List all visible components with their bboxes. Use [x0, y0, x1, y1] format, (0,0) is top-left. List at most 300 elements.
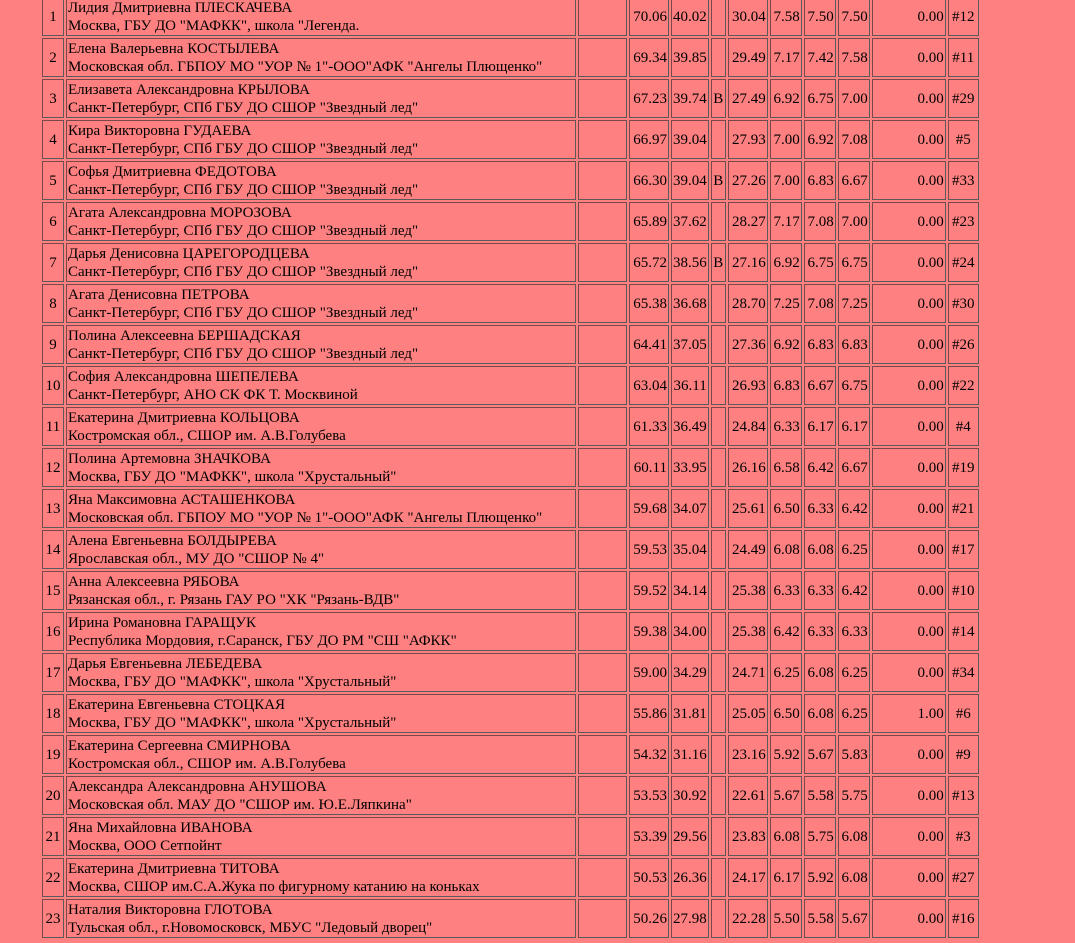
skater-cell — [66, 489, 576, 528]
component-3-cell: 6.33 — [838, 612, 870, 651]
skater-club: Москва, ООО Сетпойнт — [68, 837, 222, 854]
technical-score-cell: 26.36 — [671, 858, 709, 897]
skater-name: Полина Артемовна ЗНАЧКОВА — [68, 450, 271, 467]
flag-cell — [711, 38, 726, 77]
flag-cell — [711, 120, 726, 159]
component-2-cell: 7.42 — [804, 38, 836, 77]
total-score-cell: 53.39 — [629, 817, 669, 856]
table-row — [42, 407, 979, 446]
skater-club: Санкт-Петербург, СПб ГБУ ДО СШОР "Звездный лед" — [68, 222, 419, 239]
component-score-cell: 23.16 — [728, 735, 768, 774]
component-2-cell: 6.75 — [804, 243, 836, 282]
skater-cell — [66, 612, 576, 651]
technical-score-cell: 40.02 — [671, 0, 709, 36]
deductions-cell: 0.00 — [872, 735, 946, 774]
skater-club: Санкт-Петербург, СПб ГБУ ДО СШОР "Звездный лед" — [68, 99, 419, 116]
table-row — [42, 79, 979, 118]
deductions-cell: 0.00 — [872, 653, 946, 692]
component-1-cell: 6.17 — [770, 858, 802, 897]
component-1-cell: 6.42 — [770, 612, 802, 651]
place-cell: 9 — [42, 325, 64, 364]
flag-cell — [711, 612, 726, 651]
skater-cell — [66, 202, 576, 241]
total-score-cell: 65.38 — [629, 284, 669, 323]
component-3-cell: 5.75 — [838, 776, 870, 815]
component-score-cell: 22.61 — [728, 776, 768, 815]
component-score-cell: 25.38 — [728, 612, 768, 651]
place-cell: 21 — [42, 817, 64, 856]
total-score-cell: 55.86 — [629, 694, 669, 733]
component-2-cell: 6.83 — [804, 325, 836, 364]
skater-club: Санкт-Петербург, АНО СК ФК Т. Москвиной — [68, 386, 358, 403]
flag-cell — [711, 694, 726, 733]
place-cell: 23 — [42, 899, 64, 938]
table-row — [42, 817, 979, 856]
empty-cell — [578, 366, 627, 405]
skater-cell — [66, 407, 576, 446]
start-number-cell: #5 — [948, 120, 979, 159]
component-1-cell: 5.92 — [770, 735, 802, 774]
skater-cell — [66, 448, 576, 487]
component-1-cell: 6.83 — [770, 366, 802, 405]
component-score-cell: 25.05 — [728, 694, 768, 733]
table-row — [42, 448, 979, 487]
table-row — [42, 489, 979, 528]
empty-cell — [578, 161, 627, 200]
deductions-cell: 0.00 — [872, 325, 946, 364]
total-score-cell: 61.33 — [629, 407, 669, 446]
deductions-cell: 0.00 — [872, 161, 946, 200]
deductions-cell: 0.00 — [872, 243, 946, 282]
total-score-cell: 59.00 — [629, 653, 669, 692]
place-cell: 19 — [42, 735, 64, 774]
total-score-cell: 60.11 — [629, 448, 669, 487]
component-1-cell: 7.17 — [770, 38, 802, 77]
skater-club: Ярославская обл., МУ ДО "СШОР № 4" — [68, 550, 325, 567]
start-number-cell: #22 — [948, 366, 979, 405]
table-row — [42, 694, 979, 733]
skater-club: Санкт-Петербург, СПб ГБУ ДО СШОР "Звездный лед" — [68, 345, 419, 362]
deductions-cell: 0.00 — [872, 407, 946, 446]
total-score-cell: 59.53 — [629, 530, 669, 569]
component-3-cell: 6.83 — [838, 325, 870, 364]
table-row — [42, 899, 979, 938]
empty-cell — [578, 571, 627, 610]
technical-score-cell: 31.16 — [671, 735, 709, 774]
results-table — [40, 0, 981, 940]
skater-name: Анна Алексеевна РЯБОВА — [68, 573, 240, 590]
start-number-cell: #21 — [948, 489, 979, 528]
skater-club: Рязанская обл., г. Рязань ГАУ РО "ХК "Рязань-ВДВ" — [68, 591, 400, 608]
skater-name: Яна Михайловна ИВАНОВА — [68, 819, 253, 836]
start-number-cell: #14 — [948, 612, 979, 651]
component-1-cell: 6.92 — [770, 325, 802, 364]
empty-cell — [578, 735, 627, 774]
component-score-cell: 22.28 — [728, 899, 768, 938]
place-cell: 15 — [42, 571, 64, 610]
skater-club: Санкт-Петербург, СПб ГБУ ДО СШОР "Звездный лед" — [68, 304, 419, 321]
deductions-cell: 0.00 — [872, 284, 946, 323]
table-row — [42, 243, 979, 282]
start-number-cell: #29 — [948, 79, 979, 118]
component-3-cell: 6.25 — [838, 653, 870, 692]
start-number-cell: #30 — [948, 284, 979, 323]
place-cell: 5 — [42, 161, 64, 200]
component-1-cell: 6.58 — [770, 448, 802, 487]
technical-score-cell: 36.49 — [671, 407, 709, 446]
component-score-cell: 28.27 — [728, 202, 768, 241]
component-score-cell: 23.83 — [728, 817, 768, 856]
empty-cell — [578, 858, 627, 897]
place-cell: 7 — [42, 243, 64, 282]
skater-cell — [66, 366, 576, 405]
component-2-cell: 6.75 — [804, 79, 836, 118]
technical-score-cell: 38.56 — [671, 243, 709, 282]
component-1-cell: 7.00 — [770, 120, 802, 159]
skater-cell — [66, 530, 576, 569]
total-score-cell: 69.34 — [629, 38, 669, 77]
component-3-cell: 6.75 — [838, 366, 870, 405]
skater-name: Лидия Дмитриевна ПЛЕСКАЧЕВА — [68, 0, 293, 16]
empty-cell — [578, 243, 627, 282]
skater-name: Екатерина Дмитриевна ТИТОВА — [68, 860, 280, 877]
component-score-cell: 25.38 — [728, 571, 768, 610]
deductions-cell: 0.00 — [872, 858, 946, 897]
component-1-cell: 6.50 — [770, 694, 802, 733]
start-number-cell: #3 — [948, 817, 979, 856]
technical-score-cell: 36.11 — [671, 366, 709, 405]
skater-cell — [66, 653, 576, 692]
start-number-cell: #26 — [948, 325, 979, 364]
technical-score-cell: 39.85 — [671, 38, 709, 77]
deductions-cell: 0.00 — [872, 120, 946, 159]
start-number-cell: #33 — [948, 161, 979, 200]
component-score-cell: 26.16 — [728, 448, 768, 487]
component-score-cell: 27.16 — [728, 243, 768, 282]
total-score-cell: 66.97 — [629, 120, 669, 159]
table-row — [42, 612, 979, 651]
start-number-cell: #27 — [948, 858, 979, 897]
skater-club: Костромская обл., СШОР им. А.В.Голубева — [68, 755, 346, 772]
technical-score-cell: 33.95 — [671, 448, 709, 487]
flag-cell: B — [711, 243, 726, 282]
table-row — [42, 202, 979, 241]
table-row — [42, 0, 979, 36]
component-2-cell: 6.33 — [804, 489, 836, 528]
skater-cell — [66, 120, 576, 159]
component-1-cell: 7.17 — [770, 202, 802, 241]
skater-cell — [66, 817, 576, 856]
empty-cell — [578, 489, 627, 528]
technical-score-cell: 35.04 — [671, 530, 709, 569]
component-2-cell: 6.08 — [804, 530, 836, 569]
flag-cell — [711, 776, 726, 815]
start-number-cell: #4 — [948, 407, 979, 446]
component-3-cell: 6.67 — [838, 161, 870, 200]
component-score-cell: 27.93 — [728, 120, 768, 159]
technical-score-cell: 31.81 — [671, 694, 709, 733]
component-score-cell: 29.49 — [728, 38, 768, 77]
skater-name: Ирина Романовна ГАРАЩУК — [68, 614, 256, 631]
component-score-cell: 27.26 — [728, 161, 768, 200]
table-row — [42, 120, 979, 159]
empty-cell — [578, 284, 627, 323]
skater-cell — [66, 38, 576, 77]
component-3-cell: 5.83 — [838, 735, 870, 774]
component-3-cell: 7.00 — [838, 202, 870, 241]
place-cell: 6 — [42, 202, 64, 241]
flag-cell — [711, 284, 726, 323]
component-2-cell: 5.75 — [804, 817, 836, 856]
flag-cell — [711, 817, 726, 856]
deductions-cell: 1.00 — [872, 694, 946, 733]
skater-name: Дарья Евгеньевна ЛЕБЕДЕВА — [68, 655, 263, 672]
component-3-cell: 6.67 — [838, 448, 870, 487]
skater-cell — [66, 735, 576, 774]
skater-club: Костромская обл., СШОР им. А.В.Голубева — [68, 427, 346, 444]
flag-cell — [711, 407, 726, 446]
skater-club: Республика Мордовия, г.Саранск, ГБУ ДО РМ "СШ "АФКК" — [68, 632, 457, 649]
empty-cell — [578, 325, 627, 364]
component-3-cell: 6.08 — [838, 858, 870, 897]
deductions-cell: 0.00 — [872, 571, 946, 610]
empty-cell — [578, 653, 627, 692]
component-3-cell: 7.25 — [838, 284, 870, 323]
component-1-cell: 6.08 — [770, 530, 802, 569]
skater-cell — [66, 243, 576, 282]
component-1-cell: 6.92 — [770, 79, 802, 118]
skater-name: Агата Александровна МОРОЗОВА — [68, 204, 292, 221]
start-number-cell: #23 — [948, 202, 979, 241]
component-1-cell: 6.08 — [770, 817, 802, 856]
skater-cell — [66, 899, 576, 938]
place-cell: 18 — [42, 694, 64, 733]
start-number-cell: #6 — [948, 694, 979, 733]
technical-score-cell: 29.56 — [671, 817, 709, 856]
place-cell: 16 — [42, 612, 64, 651]
component-score-cell: 30.04 — [728, 0, 768, 36]
empty-cell — [578, 694, 627, 733]
technical-score-cell: 34.29 — [671, 653, 709, 692]
table-row — [42, 776, 979, 815]
empty-cell — [578, 79, 627, 118]
skater-cell — [66, 79, 576, 118]
component-2-cell: 6.33 — [804, 612, 836, 651]
start-number-cell: #10 — [948, 571, 979, 610]
deductions-cell: 0.00 — [872, 448, 946, 487]
empty-cell — [578, 202, 627, 241]
skater-name: Екатерина Дмитриевна КОЛЬЦОВА — [68, 409, 300, 426]
component-3-cell: 6.25 — [838, 694, 870, 733]
component-1-cell: 6.33 — [770, 407, 802, 446]
component-score-cell: 24.71 — [728, 653, 768, 692]
component-3-cell: 7.58 — [838, 38, 870, 77]
component-2-cell: 5.67 — [804, 735, 836, 774]
table-row — [42, 735, 979, 774]
empty-cell — [578, 817, 627, 856]
total-score-cell: 67.23 — [629, 79, 669, 118]
component-1-cell: 5.50 — [770, 899, 802, 938]
component-1-cell: 6.25 — [770, 653, 802, 692]
skater-club: Санкт-Петербург, СПб ГБУ ДО СШОР "Звездный лед" — [68, 263, 419, 280]
flag-cell — [711, 489, 726, 528]
place-cell: 2 — [42, 38, 64, 77]
place-cell: 8 — [42, 284, 64, 323]
empty-cell — [578, 530, 627, 569]
skater-name: Кира Викторовна ГУДАЕВА — [68, 122, 252, 139]
deductions-cell: 0.00 — [872, 899, 946, 938]
start-number-cell: #34 — [948, 653, 979, 692]
flag-cell — [711, 735, 726, 774]
start-number-cell: #12 — [948, 0, 979, 36]
flag-cell: B — [711, 79, 726, 118]
component-score-cell: 26.93 — [728, 366, 768, 405]
results-table-container — [40, 0, 981, 940]
component-2-cell: 5.58 — [804, 899, 836, 938]
technical-score-cell: 37.05 — [671, 325, 709, 364]
component-2-cell: 6.17 — [804, 407, 836, 446]
place-cell: 11 — [42, 407, 64, 446]
place-cell: 22 — [42, 858, 64, 897]
empty-cell — [578, 776, 627, 815]
flag-cell — [711, 448, 726, 487]
total-score-cell: 65.72 — [629, 243, 669, 282]
flag-cell — [711, 653, 726, 692]
component-3-cell: 6.42 — [838, 489, 870, 528]
total-score-cell: 64.41 — [629, 325, 669, 364]
total-score-cell: 70.06 — [629, 0, 669, 36]
component-2-cell: 6.83 — [804, 161, 836, 200]
component-2-cell: 7.08 — [804, 202, 836, 241]
component-2-cell: 5.92 — [804, 858, 836, 897]
place-cell: 20 — [42, 776, 64, 815]
skater-cell — [66, 284, 576, 323]
total-score-cell: 59.38 — [629, 612, 669, 651]
table-row — [42, 858, 979, 897]
total-score-cell: 66.30 — [629, 161, 669, 200]
total-score-cell: 50.53 — [629, 858, 669, 897]
component-score-cell: 24.17 — [728, 858, 768, 897]
component-score-cell: 24.49 — [728, 530, 768, 569]
skater-club: Московская обл. ГБПОУ МО "УОР № 1"-ООО"АФК "Ангелы Плющенко" — [68, 58, 543, 75]
total-score-cell: 53.53 — [629, 776, 669, 815]
skater-name: Яна Максимовна АСТАШЕНКОВА — [68, 491, 296, 508]
technical-score-cell: 34.07 — [671, 489, 709, 528]
skater-cell — [66, 161, 576, 200]
flag-cell — [711, 571, 726, 610]
empty-cell — [578, 407, 627, 446]
start-number-cell: #16 — [948, 899, 979, 938]
place-cell: 12 — [42, 448, 64, 487]
component-2-cell: 7.50 — [804, 0, 836, 36]
deductions-cell: 0.00 — [872, 489, 946, 528]
empty-cell — [578, 899, 627, 938]
flag-cell — [711, 366, 726, 405]
component-1-cell: 6.50 — [770, 489, 802, 528]
skater-cell — [66, 694, 576, 733]
component-1-cell: 5.67 — [770, 776, 802, 815]
component-2-cell: 6.92 — [804, 120, 836, 159]
skater-name: Екатерина Евгеньевна СТОЦКАЯ — [68, 696, 286, 713]
component-3-cell: 6.08 — [838, 817, 870, 856]
empty-cell — [578, 120, 627, 159]
start-number-cell: #19 — [948, 448, 979, 487]
technical-score-cell: 30.92 — [671, 776, 709, 815]
start-number-cell: #9 — [948, 735, 979, 774]
place-cell: 17 — [42, 653, 64, 692]
place-cell: 3 — [42, 79, 64, 118]
skater-name: Александра Александровна АНУШОВА — [68, 778, 327, 795]
technical-score-cell: 39.04 — [671, 161, 709, 200]
component-score-cell: 25.61 — [728, 489, 768, 528]
total-score-cell: 50.26 — [629, 899, 669, 938]
component-1-cell: 6.33 — [770, 571, 802, 610]
component-1-cell: 7.00 — [770, 161, 802, 200]
technical-score-cell: 39.74 — [671, 79, 709, 118]
place-cell: 10 — [42, 366, 64, 405]
deductions-cell: 0.00 — [872, 817, 946, 856]
skater-cell — [66, 776, 576, 815]
skater-name: Елена Валерьевна КОСТЫЛЕВА — [68, 40, 280, 57]
skater-cell — [66, 325, 576, 364]
deductions-cell: 0.00 — [872, 612, 946, 651]
component-2-cell: 6.08 — [804, 653, 836, 692]
skater-cell — [66, 858, 576, 897]
flag-cell — [711, 325, 726, 364]
technical-score-cell: 36.68 — [671, 284, 709, 323]
flag-cell — [711, 858, 726, 897]
component-2-cell: 7.08 — [804, 284, 836, 323]
table-row — [42, 38, 979, 77]
skater-club: Москва, ГБУ ДО "МАФКК", школа "Хрустальный" — [68, 673, 397, 690]
skater-club: Московская обл. ГБПОУ МО "УОР № 1"-ООО"АФК "Ангелы Плющенко" — [68, 509, 543, 526]
deductions-cell: 0.00 — [872, 530, 946, 569]
total-score-cell: 54.32 — [629, 735, 669, 774]
skater-club: Московская обл. МАУ ДО "СШОР им. Ю.Е.Ляпкина" — [68, 796, 412, 813]
table-row — [42, 530, 979, 569]
deductions-cell: 0.00 — [872, 0, 946, 36]
skater-name: Агата Денисовна ПЕТРОВА — [68, 286, 250, 303]
table-row — [42, 366, 979, 405]
component-3-cell: 6.17 — [838, 407, 870, 446]
skater-name: Наталия Викторовна ГЛОТОВА — [68, 901, 273, 918]
flag-cell — [711, 202, 726, 241]
component-3-cell: 5.67 — [838, 899, 870, 938]
technical-score-cell: 27.98 — [671, 899, 709, 938]
skater-club: Москва, ГБУ ДО "МАФКК", школа "Хрустальный" — [68, 468, 397, 485]
component-score-cell: 27.49 — [728, 79, 768, 118]
total-score-cell: 65.89 — [629, 202, 669, 241]
place-cell: 14 — [42, 530, 64, 569]
skater-club: Санкт-Петербург, СПб ГБУ ДО СШОР "Звездный лед" — [68, 181, 419, 198]
component-3-cell: 7.08 — [838, 120, 870, 159]
skater-name: Алена Евгеньевна БОЛДЫРЕВА — [68, 532, 277, 549]
skater-club: Москва, СШОР им.С.А.Жука по фигурному катанию на коньках — [68, 878, 480, 895]
table-row — [42, 161, 979, 200]
flag-cell — [711, 530, 726, 569]
empty-cell — [578, 0, 627, 36]
technical-score-cell: 37.62 — [671, 202, 709, 241]
place-cell: 13 — [42, 489, 64, 528]
skater-name: София Александровна ШЕПЕЛЕВА — [68, 368, 299, 385]
deductions-cell: 0.00 — [872, 366, 946, 405]
empty-cell — [578, 448, 627, 487]
table-row — [42, 325, 979, 364]
skater-name: Екатерина Сергеевна СМИРНОВА — [68, 737, 291, 754]
component-2-cell: 6.67 — [804, 366, 836, 405]
flag-cell: B — [711, 161, 726, 200]
empty-cell — [578, 38, 627, 77]
